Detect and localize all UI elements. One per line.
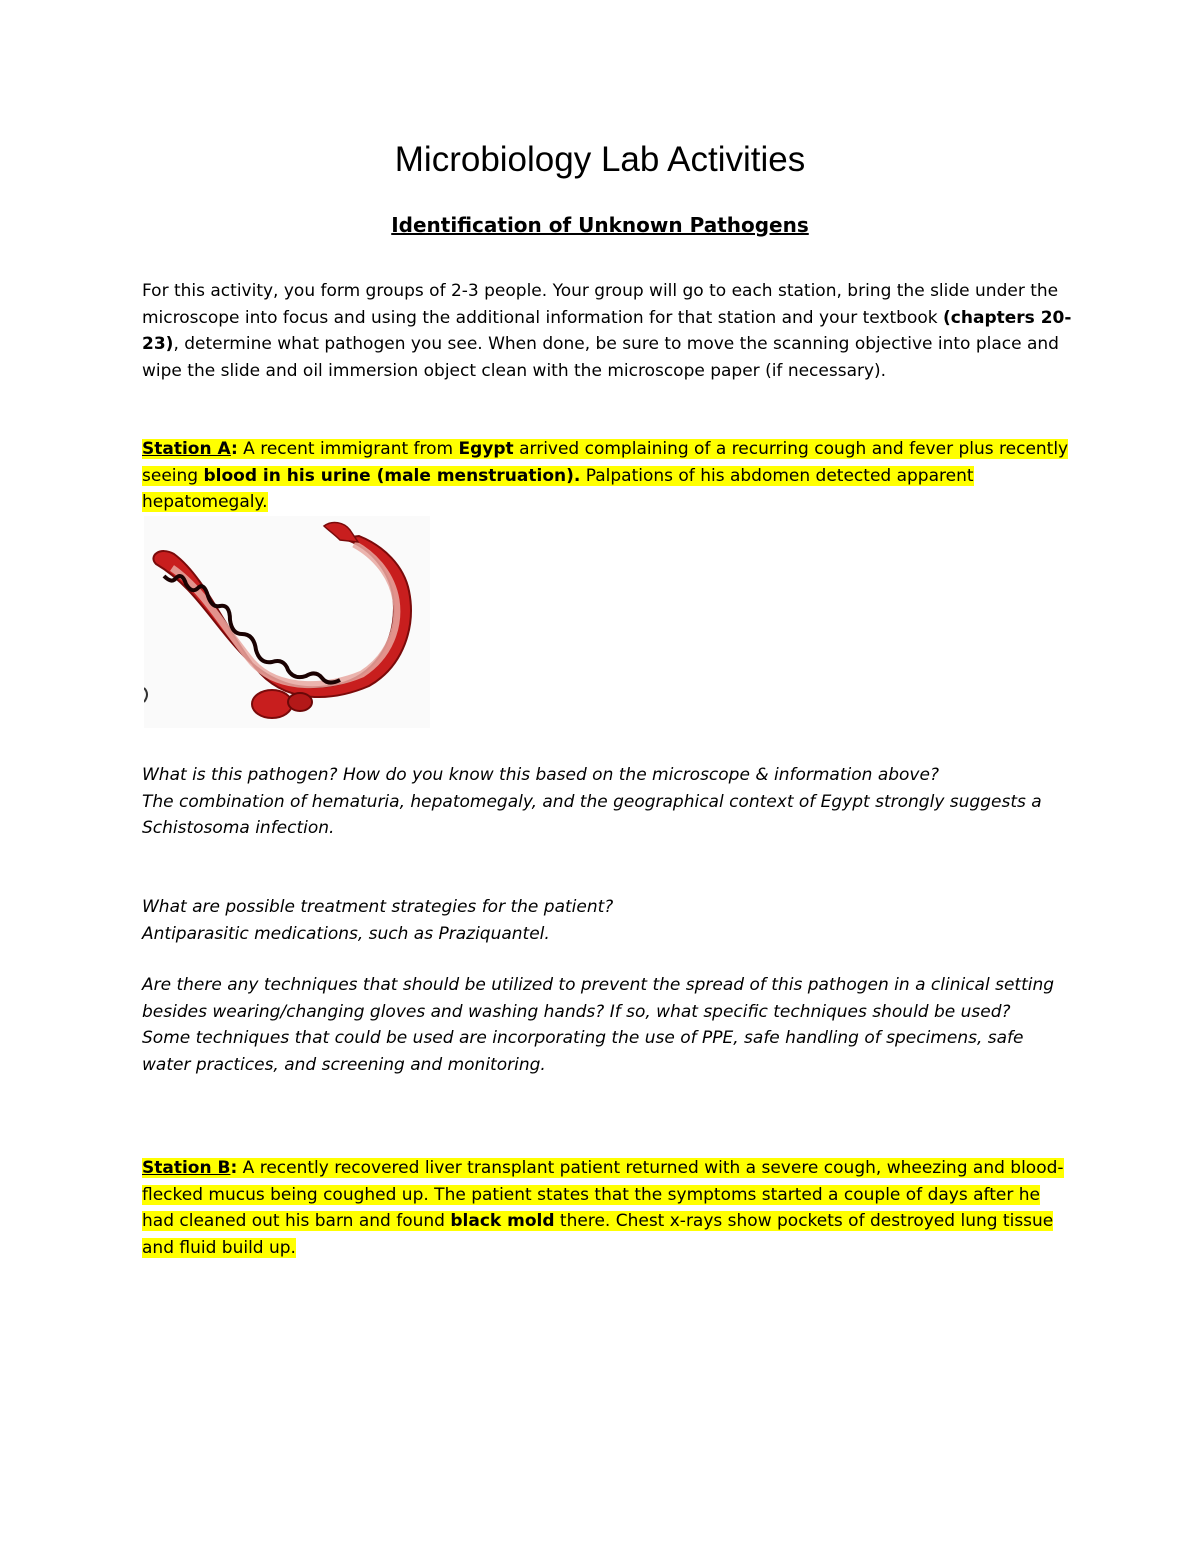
page-title: Microbiology Lab Activities [394,140,806,179]
station-a-question-3: Are there any techniques that should be utilized to prevent the spread of this pathogen in a clinical setting besides wearing/changing gloves and washing hands? If so, what specific techniques should be used? [142,975,1055,1022]
station-a-question-1-block [142,762,1072,842]
station-a-blood-urine: blood in his urine (male menstruation). [203,465,581,486]
station-b-paragraph [142,1155,1072,1261]
station-a-answer-2: Antiparasitic medications, such as Praziquantel. [142,923,550,944]
intro-chapters: (chapters 20-23) [142,307,1072,354]
station-b-text-2: there. Chest x-rays show pockets of destroyed lung tissue and fluid build up. [142,1211,1054,1258]
station-a-text-3: Palpations of his abdomen detected apparent hepatomegaly. [142,465,974,512]
station-a-question-1: What is this pathogen? How do you know this based on the microscope & information above? [142,765,939,785]
station-a-text-2: arrived complaining of a recurring cough and fever plus recently seeing [142,439,1069,486]
station-a-colon: : [230,439,238,459]
station-a-answer-3: Some techniques that could be used are incorporating the use of PPE, safe handling of specimens, safe water practices, and screening and monitoring. [142,1028,1024,1075]
intro-paragraph [142,278,1072,384]
station-a-label: Station A [142,439,231,459]
station-a-question-2-block [142,894,1072,947]
station-b-colon: : [230,1158,238,1178]
station-b-text-1: A recently recovered liver transplant patient returned with a severe cough, wheezing and blood-flecked mucus being coughed up. The patient states that the symptoms started a couple of days after he had cleaned out his barn and found [142,1158,1064,1231]
station-a-question-3-block [142,972,1072,1078]
station-a-egypt: Egypt [458,439,514,459]
station-b-label: Station B [142,1158,231,1178]
schistosoma-specimen-image [144,516,430,728]
station-a-question-2: What are possible treatment strategies for the patient? [142,897,614,917]
intro-text-2: , determine what pathogen you see. When done, be sure to move the scanning objective into place and wipe the slide and oil immersion object clean with the microscope paper (if necessary). [142,334,1059,381]
station-b-black-mold: black mold [450,1211,555,1231]
station-a-answer-1: The combination of hematuria, hepatomegaly, and the geographical context of Egypt strongly suggests a Schistosoma infection. [142,791,1042,838]
station-a-paragraph [142,436,1072,516]
station-a-text-1: A recent immigrant from [237,439,459,459]
intro-text-1: For this activity, you form groups of 2-3 people. Your group will go to each station, bring the slide under the microscope into focus and using the additional information for that station and your textbook [142,281,1059,328]
page-subtitle: Identification of Unknown Pathogens [391,213,809,237]
